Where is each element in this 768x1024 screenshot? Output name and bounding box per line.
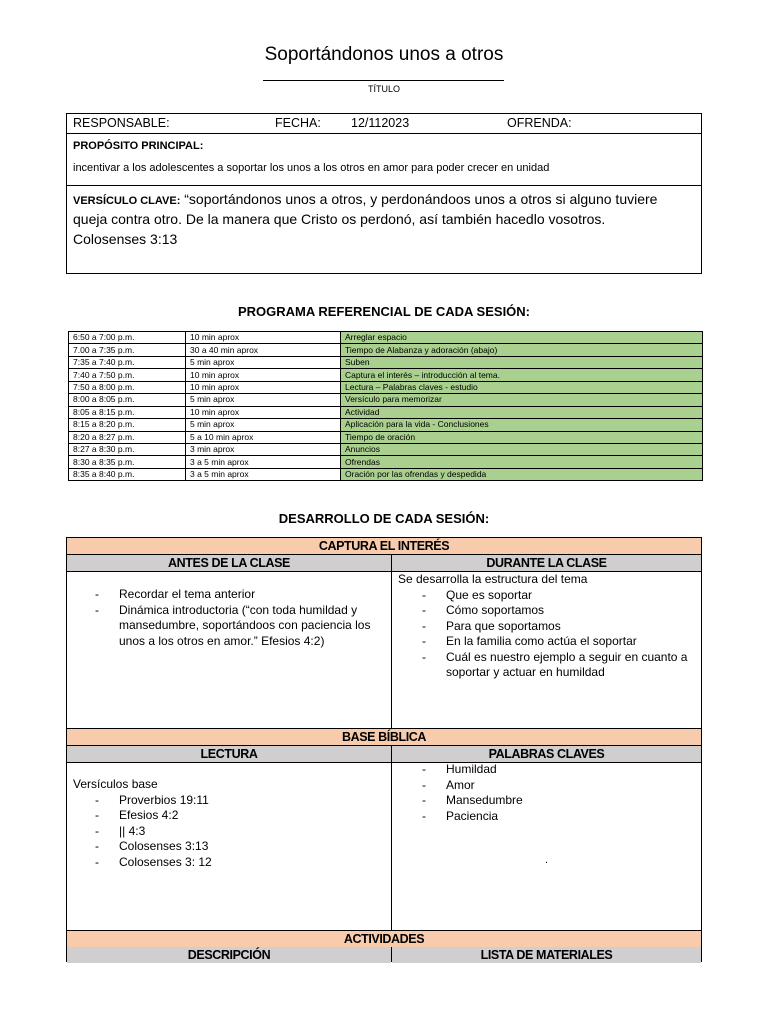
fecha-label: FECHA: xyxy=(275,116,321,130)
schedule-row xyxy=(69,381,703,393)
palabra-clave-item: - Mansedumbre xyxy=(398,793,698,809)
schedule-duration: 10 min aprox xyxy=(186,406,341,418)
responsable-label: RESPONSABLE: xyxy=(73,116,170,130)
title-caption: TÍTULO xyxy=(367,84,400,94)
schedule-row xyxy=(69,431,703,443)
document-title: Soportándonos unos a otros xyxy=(264,44,504,65)
palabra-clave-item: - Paciencia xyxy=(398,809,698,825)
schedule-duration: 5 a 10 min aprox xyxy=(186,431,341,443)
durante-item: - Para que soportamos xyxy=(398,619,698,635)
versiculo-clave xyxy=(73,190,693,228)
schedule-duration: 10 min aprox xyxy=(186,381,341,393)
actividades-band: ACTIVIDADES xyxy=(67,931,701,948)
schedule-activity: Captura el interés – introducción al tema. xyxy=(341,369,703,381)
schedule-row xyxy=(69,456,703,468)
schedule-row xyxy=(69,369,703,381)
versiculo-cita: Colosenses 3:13 xyxy=(73,231,178,247)
schedule-row xyxy=(69,468,703,480)
ofrenda-label: OFRENDA: xyxy=(507,116,572,130)
schedule-activity: Anuncios xyxy=(341,443,703,455)
schedule-activity: Lectura – Palabras claves - estudio xyxy=(341,381,703,393)
info-box xyxy=(66,113,702,274)
palabra-clave-item: - Amor xyxy=(398,778,698,794)
materiales-header: LISTA DE MATERIALES xyxy=(392,947,701,963)
lectura-intro: Versículos base xyxy=(73,777,158,791)
schedule-time: 8:35 a 8:40 p.m. xyxy=(69,468,186,480)
lectura-item: - Efesios 4:2 xyxy=(71,808,385,824)
schedule-duration: 5 min aprox xyxy=(186,419,341,431)
schedule-row xyxy=(69,356,703,368)
schedule-time: 8:20 a 8:27 p.m. xyxy=(69,431,186,443)
durante-intro: Se desarrolla la estructura del tema xyxy=(398,572,588,586)
schedule-activity: Tiempo de Alabanza y adoración (abajo) xyxy=(341,344,703,356)
programa-heading: PROGRAMA REFERENCIAL DE CADA SESIÓN: xyxy=(237,304,531,319)
schedule-duration: 3 a 5 min aprox xyxy=(186,456,341,468)
base-band: BASE BÍBLICA xyxy=(67,729,701,746)
schedule-activity: Arreglar espacio xyxy=(341,332,703,344)
palabra-clave-item: - Humildad xyxy=(398,762,698,778)
schedule-time: 8:27 a 8:30 p.m. xyxy=(69,443,186,455)
durante-item: - Cómo soportamos xyxy=(398,603,698,619)
durante-content xyxy=(398,572,698,681)
schedule-activity: Aplicación para la vida - Conclusiones xyxy=(341,419,703,431)
schedule-time: 7:40 a 7:50 p.m. xyxy=(69,369,186,381)
schedule-time: 8:05 a 8:15 p.m. xyxy=(69,406,186,418)
info-header-row xyxy=(67,114,701,134)
palabras-list xyxy=(398,762,698,824)
schedule-time: 8:15 a 8:20 p.m. xyxy=(69,419,186,431)
schedule-activity: Oración por las ofrendas y despedida xyxy=(341,468,703,480)
durante-item: - Que es soportar xyxy=(398,588,698,604)
schedule-activity: Versículo para memorizar xyxy=(341,394,703,406)
schedule-time: 8:30 a 8:35 p.m. xyxy=(69,456,186,468)
schedule-time: 7.00 a 7:35 p.m. xyxy=(69,344,186,356)
schedule-table xyxy=(68,331,703,481)
schedule-duration: 10 min aprox xyxy=(186,369,341,381)
proposito-label: PROPÓSITO PRINCIPAL: xyxy=(73,140,204,152)
antes-content xyxy=(71,587,383,649)
lectura-item: - Colosenses 3: 12 xyxy=(71,855,385,871)
palabras-header: PALABRAS CLAVES xyxy=(392,746,701,763)
lectura-item: - Proverbios 19:11 xyxy=(71,793,385,809)
antes-item: - Recordar el tema anterior xyxy=(71,587,383,603)
schedule-duration: 30 a 40 min aprox xyxy=(186,344,341,356)
durante-item: - Cuál es nuestro ejemplo a seguir en cuanto a soportar y actuar en humildad xyxy=(398,650,698,681)
schedule-duration: 10 min aprox xyxy=(186,332,341,344)
lectura-content xyxy=(73,777,385,870)
versiculo-label: VERSÍCULO CLAVE: xyxy=(73,195,181,207)
schedule-row xyxy=(69,332,703,344)
proposito-section xyxy=(67,133,701,186)
schedule-activity: Actividad xyxy=(341,406,703,418)
lectura-header: LECTURA xyxy=(67,746,391,763)
captura-band: CAPTURA EL INTERÉS xyxy=(67,538,701,555)
durante-header: DURANTE LA CLASE xyxy=(392,555,701,572)
schedule-time: 7:50 a 8:00 p.m. xyxy=(69,381,186,393)
schedule-row xyxy=(69,419,703,431)
schedule-activity: Suben xyxy=(341,356,703,368)
lectura-item: - || 4:3 xyxy=(71,824,385,840)
schedule-duration: 5 min aprox xyxy=(186,356,341,368)
lectura-list xyxy=(71,793,385,871)
lectura-item: - Colosenses 3:13 xyxy=(71,839,385,855)
desarrollo-heading: DESARROLLO DE CADA SESIÓN: xyxy=(278,511,490,526)
schedule-time: 7:35 a 7:40 p.m. xyxy=(69,356,186,368)
proposito-text: incentivar a los adolescentes a soportar los unos a los otros en amor para poder crecer en unidad xyxy=(73,162,550,174)
versiculo-text: “soportándonos unos a otros, y perdonándoos unos a otros si alguno tuviere queja contra otro. De la manera que Cristo os perdonó, así también hacedlo vosotros. xyxy=(73,191,658,227)
schedule-row xyxy=(69,443,703,455)
stray-dot: . xyxy=(545,854,549,866)
actividades-divider xyxy=(391,947,392,961)
palabras-content xyxy=(398,762,698,824)
schedule-row xyxy=(69,406,703,418)
desarrollo-table xyxy=(66,537,702,962)
captura-divider xyxy=(391,555,392,728)
fecha-value: 12/112023 xyxy=(351,116,410,130)
antes-item: - Dinámica introductoria (“con toda humildad y mansedumbre, soportándoos con paciencia los unos a los otros en amor.” Efesios 4:2) xyxy=(71,603,383,650)
durante-list xyxy=(398,588,698,681)
schedule-row xyxy=(69,394,703,406)
base-divider xyxy=(391,746,392,930)
schedule-time: 6:50 a 7:00 p.m. xyxy=(69,332,186,344)
durante-item: - En la familia como actúa el soportar xyxy=(398,634,698,650)
antes-header: ANTES DE LA CLASE xyxy=(67,555,391,572)
title-underline xyxy=(263,80,504,81)
schedule-duration: 5 min aprox xyxy=(186,394,341,406)
schedule-activity: Ofrendas xyxy=(341,456,703,468)
antes-list xyxy=(71,587,383,649)
schedule-row xyxy=(69,344,703,356)
schedule-duration: 3 min aprox xyxy=(186,443,341,455)
schedule-duration: 3 a 5 min aprox xyxy=(186,468,341,480)
schedule-time: 8:00 a 8:05 p.m. xyxy=(69,394,186,406)
descripcion-header: DESCRIPCIÓN xyxy=(67,947,391,963)
schedule-activity: Tiempo de oración xyxy=(341,431,703,443)
